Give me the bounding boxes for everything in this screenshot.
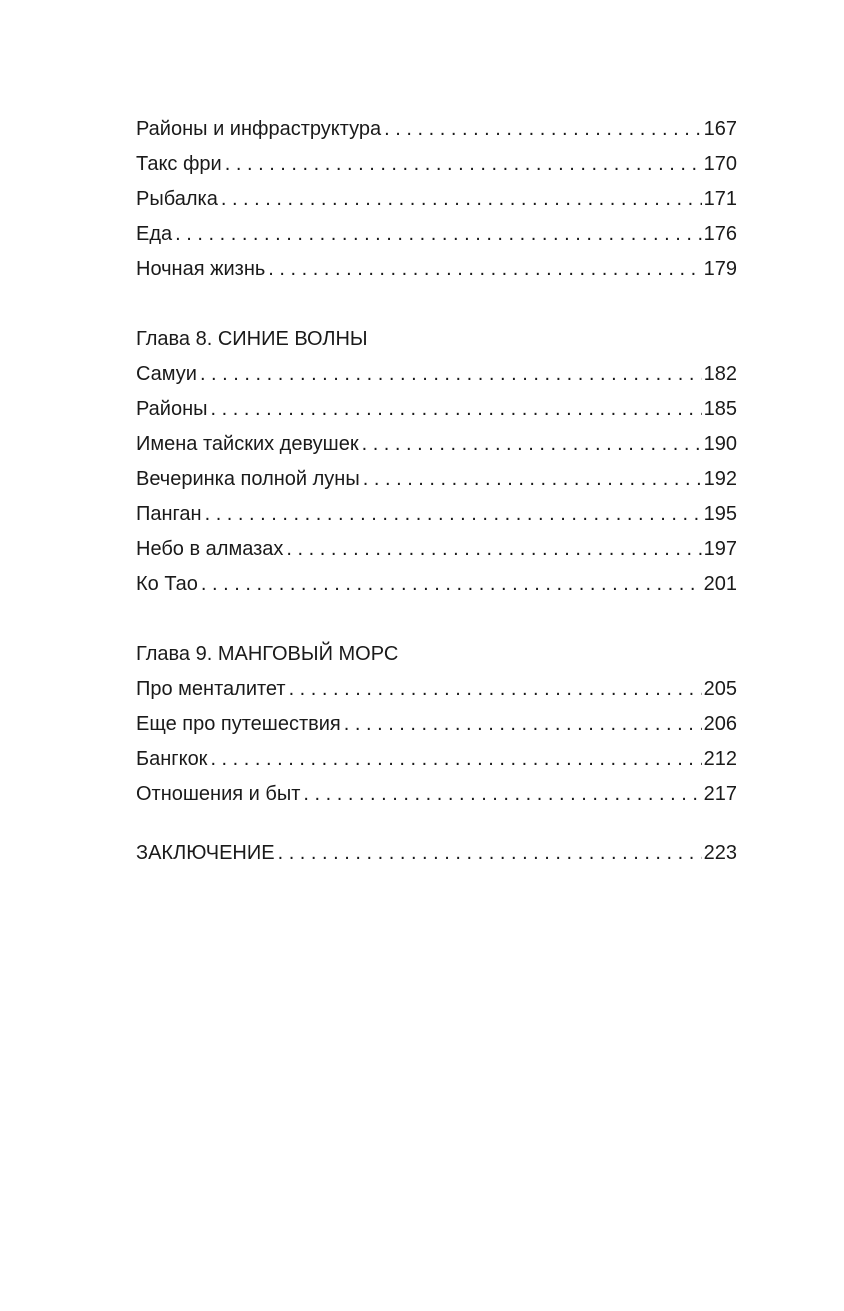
toc-entry-title: Про менталитет: [136, 678, 286, 700]
toc-entry-conclusion[interactable]: [136, 836, 737, 871]
leader-dots: [221, 182, 702, 217]
leader-dots: [225, 147, 702, 182]
toc-entry-title: Самуи: [136, 363, 197, 385]
toc-entry-title: Районы и инфраструктура: [136, 118, 382, 140]
toc-entry[interactable]: [136, 707, 737, 742]
section-spacer: [136, 812, 737, 836]
toc-entry-page: 185: [703, 398, 737, 420]
toc-entry-title: Отношения и быт: [136, 783, 301, 805]
toc-entry-page: 182: [703, 363, 737, 385]
leader-dots: [384, 112, 701, 147]
toc-entry[interactable]: [136, 742, 737, 777]
toc-entry[interactable]: [136, 357, 737, 392]
section-spacer: [136, 287, 737, 322]
toc-entry[interactable]: [136, 252, 737, 287]
leader-dots: [303, 777, 701, 812]
toc-entry[interactable]: [136, 462, 737, 497]
toc-section: [136, 637, 737, 812]
toc-entry-title: Ко Тао: [136, 573, 198, 595]
toc-entry-page: 201: [703, 573, 737, 595]
leader-dots: [289, 672, 702, 707]
toc-entry-page: 170: [703, 153, 737, 175]
leader-dots: [363, 462, 702, 497]
toc-entry-page: 192: [703, 468, 737, 490]
leader-dots: [286, 532, 701, 567]
section-spacer: [136, 602, 737, 637]
leader-dots: [175, 217, 701, 252]
toc-entry-title: Районы: [136, 398, 208, 420]
leader-dots: [210, 742, 701, 777]
toc-entry-title: Панган: [136, 503, 202, 525]
toc-entry[interactable]: [136, 112, 737, 147]
toc-entry-title: Небо в алмазах: [136, 538, 284, 560]
leader-dots: [344, 707, 702, 742]
toc-entry[interactable]: [136, 777, 737, 812]
toc-entry[interactable]: [136, 147, 737, 182]
toc-entry-page: 179: [703, 258, 737, 280]
toc-entry-page: 171: [703, 188, 737, 210]
toc-entry-title: Рыбалка: [136, 188, 218, 210]
toc-entry[interactable]: [136, 567, 737, 602]
chapter-heading[interactable]: Глава 9. МАНГОВЫЙ МОРС: [136, 643, 399, 665]
toc-entry[interactable]: [136, 532, 737, 567]
table-of-contents: [136, 112, 737, 871]
toc-entry[interactable]: [136, 497, 737, 532]
toc-entry-page: 212: [703, 748, 737, 770]
toc-entry-page: 205: [703, 678, 737, 700]
toc-entry-page: 217: [703, 783, 737, 805]
toc-entry[interactable]: [136, 182, 737, 217]
leader-dots: [205, 497, 702, 532]
toc-entry-page: 223: [703, 842, 737, 864]
toc-entry-title: Вечеринка полной луны: [136, 468, 360, 490]
leader-dots: [278, 836, 702, 871]
toc-entry-title: ЗАКЛЮЧЕНИЕ: [136, 842, 275, 864]
toc-entry-page: 206: [703, 713, 737, 735]
toc-entry[interactable]: [136, 427, 737, 462]
toc-entry-page: 176: [703, 223, 737, 245]
leader-dots: [362, 427, 702, 462]
toc-entry-page: 195: [703, 503, 737, 525]
leader-dots: [200, 357, 702, 392]
toc-entry[interactable]: [136, 217, 737, 252]
toc-entry[interactable]: [136, 672, 737, 707]
toc-section: [136, 112, 737, 287]
toc-entry-page: 197: [703, 538, 737, 560]
toc-entry-title: Имена тайских девушек: [136, 433, 359, 455]
toc-entry-title: Ночная жизнь: [136, 258, 266, 280]
toc-entry[interactable]: [136, 392, 737, 427]
toc-entry-title: Такс фри: [136, 153, 222, 175]
toc-entry-page: 167: [703, 118, 737, 140]
chapter-heading[interactable]: Глава 8. СИНИЕ ВОЛНЫ: [136, 328, 368, 350]
toc-entry-title: Бангкок: [136, 748, 208, 770]
leader-dots: [211, 392, 702, 427]
toc-section: [136, 322, 737, 602]
toc-entry-title: Еще про путешествия: [136, 713, 341, 735]
toc-entry-page: 190: [703, 433, 737, 455]
leader-dots: [268, 252, 701, 287]
leader-dots: [201, 567, 702, 602]
toc-entry-title: Еда: [136, 223, 173, 245]
